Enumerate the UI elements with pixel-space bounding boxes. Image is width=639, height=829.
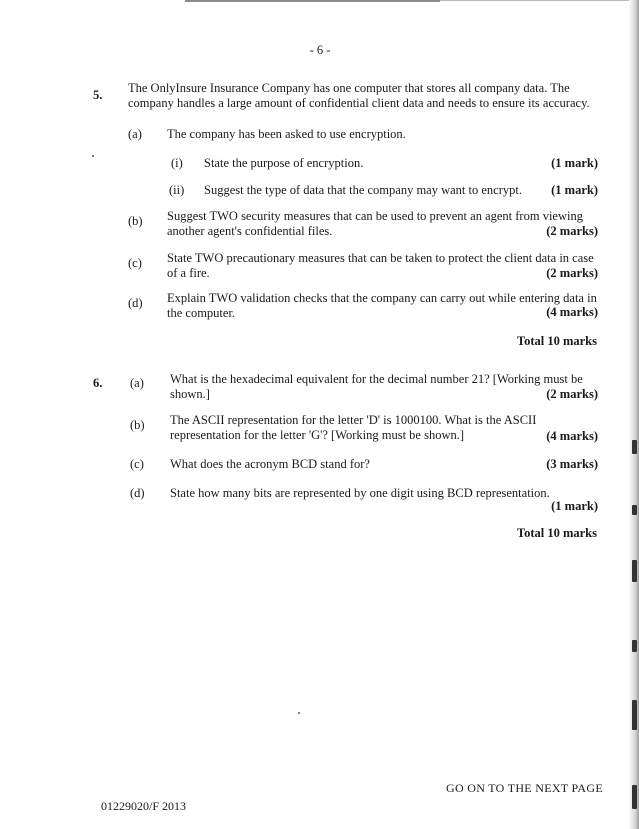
go-on-next-page: GO ON TO THE NEXT PAGE	[446, 781, 603, 795]
q6-a-marks: (2 marks)	[546, 387, 598, 401]
scan-speck	[92, 155, 94, 157]
q6-total: Total 10 marks	[516, 526, 597, 540]
q5-a-ii-marks: (1 mark)	[551, 183, 598, 197]
q6-d-text: State how many bits are represented by one digit using BCD representation.	[170, 486, 550, 500]
q5-a-i-text: State the purpose of encryption.	[204, 156, 364, 170]
q6-a-label: (a)	[130, 376, 144, 390]
q5-c-marks: (2 marks)	[546, 266, 598, 280]
scan-top-rule-faint	[440, 0, 630, 1]
q6-c-text: What does the acronym BCD stand for?	[170, 457, 370, 471]
q6-d-marks: (1 mark)	[551, 499, 598, 513]
q6-b-text: The ASCII representation for the letter 'D' is 1000100. What is the ASCII representation for the letter 'G'? [Working must be shown.]	[170, 413, 537, 442]
q5-a-ii-text: Suggest the type of data that the company may want to encrypt.	[204, 183, 522, 197]
q5-d-marks: (4 marks)	[546, 305, 598, 319]
q5-a-i-label: (i)	[171, 156, 183, 170]
q5-c-label: (c)	[128, 256, 142, 270]
q5-total: Total 10 marks	[516, 334, 597, 348]
page-number: - 6 -	[309, 43, 331, 57]
q5-a-i-marks: (1 mark)	[551, 156, 598, 170]
q6-a-text: What is the hexadecimal equivalent for the decimal number 21? [Working must be shown.]	[170, 372, 583, 401]
question-6-number: 6.	[93, 376, 103, 390]
q6-d-label: (d)	[130, 486, 145, 500]
q5-b-label: (b)	[128, 214, 143, 228]
q5-a-text: The company has been asked to use encryption.	[167, 127, 406, 141]
paper-code: 01229020/F 2013	[101, 799, 187, 813]
scan-right-edge	[629, 0, 639, 829]
q5-d-text: Explain TWO validation checks that the company can carry out while entering data in the computer.	[167, 291, 597, 320]
q6-c-label: (c)	[130, 457, 144, 471]
q5-a-label: (a)	[128, 127, 142, 141]
q6-c-marks: (3 marks)	[546, 457, 598, 471]
q5-a-ii-label: (ii)	[169, 183, 185, 197]
question-5-intro: The OnlyInsure Insurance Company has one computer that stores all company data. The company handles a large amount of confidential client data and needs to ensure its accuracy.	[128, 81, 590, 110]
q6-b-label: (b)	[130, 418, 145, 432]
q5-b-marks: (2 marks)	[546, 224, 598, 238]
q5-d-label: (d)	[128, 296, 143, 310]
scan-top-rule	[185, 0, 440, 2]
q5-b-text: Suggest TWO security measures that can be used to prevent an agent from viewing another agent's confidential files.	[167, 209, 583, 238]
scan-speck	[298, 712, 300, 714]
q6-b-marks: (4 marks)	[546, 429, 598, 443]
question-5-number: 5.	[93, 88, 103, 102]
q5-c-text: State TWO precautionary measures that can be taken to protect the client data in case of a fire.	[167, 251, 594, 280]
